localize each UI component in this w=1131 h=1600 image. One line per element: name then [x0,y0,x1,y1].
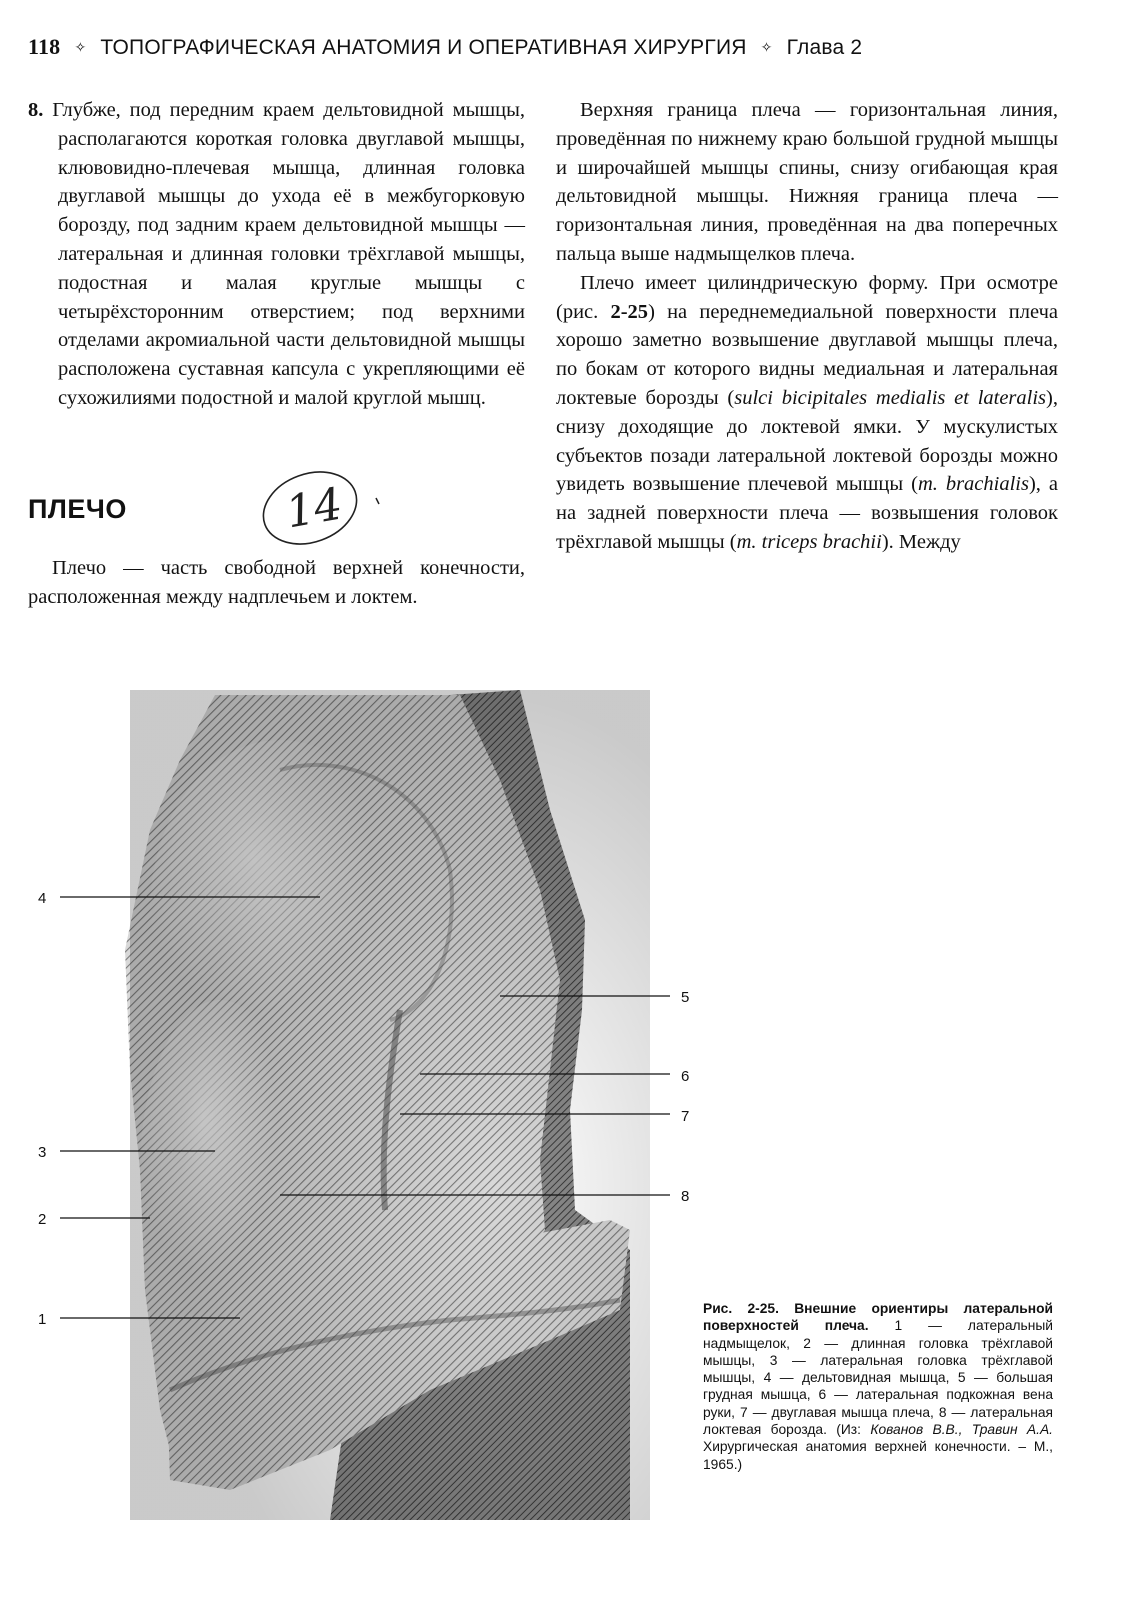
figure-label-4: 4 [38,890,47,907]
figure-label-6: 6 [681,1068,690,1085]
overall-shade [130,690,650,1520]
handwritten-number: 14 [282,478,347,539]
running-header [28,34,1108,60]
figure-label-1: 1 [38,1311,47,1328]
section-title: ПЛЕЧО [28,494,127,524]
caption-source: Хирургическая анатомия верхней конечности. – М., 1965.) [703,1439,1053,1472]
diamond-icon: ✧ [760,39,773,55]
figure-label-8: 8 [681,1188,690,1205]
caption-authors: Кованов В.В., Травин А.А. [870,1422,1053,1438]
list-item-8 [28,96,525,413]
chapter-label: Глава 2 [786,36,863,59]
page-number: 118 [28,34,61,59]
text-run: ), снизу доходящие до локтевой ямки. У мускулистых субъектов позади латеральной локтевой борозды можно увидеть возвышение плечевой мышцы ( [556,386,1058,496]
section-intro: Плечо — часть свободной верхней конечности, расположенная между надплечьем и локтем. [28,557,525,608]
left-column [28,96,525,413]
paragraph-borders: Верхняя граница плеча — горизонтальная линия, проведённая по нижнему краю большой грудной мышцы и широчайшей мышцы спины, снизу огибающая края дельтовидной мышцы. Нижняя граница плеча — горизонтальная линия, проведённая на два поперечных пальца выше надмыщелков плеча. [556,99,1058,265]
text-run: ), а на задней поверхности плеча — возвышения головок трёхглавой мышцы ( [556,473,1059,553]
text-run: ) на переднемедиальной поверхности плеча хорошо заметно возвышение двуглавой мышцы плеча, по бокам от которого видны медиальная и латеральная локтевые борозды ( [556,300,1058,409]
handwritten-note [258,468,388,548]
figure-label-7: 7 [681,1108,690,1125]
latin-term: m. brachialis [917,473,1029,496]
latin-term: sulci bicipitales medialis et lateralis [734,386,1047,409]
paragraph-shape [556,269,1058,557]
latin-term: m. triceps brachii [736,530,882,553]
item-number: 8. [28,99,44,121]
book-title: ТОПОГРАФИЧЕСКАЯ АНАТОМИЯ И ОПЕРАТИВНАЯ ХИРУРГИЯ [100,36,747,59]
caption-title: Рис. 2-25. Внешние ориентиры латеральной поверхностей плеча. [703,1301,1053,1334]
diamond-icon: ✧ [74,39,87,55]
figure-caption [703,1300,1053,1473]
figure-label-2: 2 [38,1211,47,1228]
figure-label-3: 3 [38,1144,47,1161]
text-run: Плечо имеет цилиндрическую форму. При осмотре (рис. [556,271,1058,323]
right-column [556,96,1058,557]
arm-illustration [30,690,710,1520]
caption-body: 1 — латеральный надмыщелок, 2 — длинная головка трёхглавой мышцы, 3 — латеральная головка трёхглавой мышцы, 4 — дельтовидная мышца, 5 — большая грудная мышца, 6 — латеральная подкожная вена руки, 7 — двуглавая мышца плеча, 8 — латеральная локтевая борозда. (Из: [703,1318,1053,1438]
item-text: Глубже, под передним краем дельтовидной мышцы, располагаются короткая головка двуглавой мышцы, клювовидно-плечевая мышца, длинная головка двуглавой мышцы до ухода её в межбугорковую борозду, под задним краем дельтовидной мышцы — латеральная и длинная головки трёхглавой мышцы, подостная и малая круглые мышцы с четырёхсторонним отверстием; под верхними отделами акромиальной части дельтовидной мышцы расположена суставная капсула с укрепляющими её сухожилиями подостной и малой круглой мышц. [52,99,526,409]
figure-ref: 2-25 [610,300,649,323]
figure-label-5: 5 [681,989,690,1006]
text-run: ). Между [881,530,961,553]
